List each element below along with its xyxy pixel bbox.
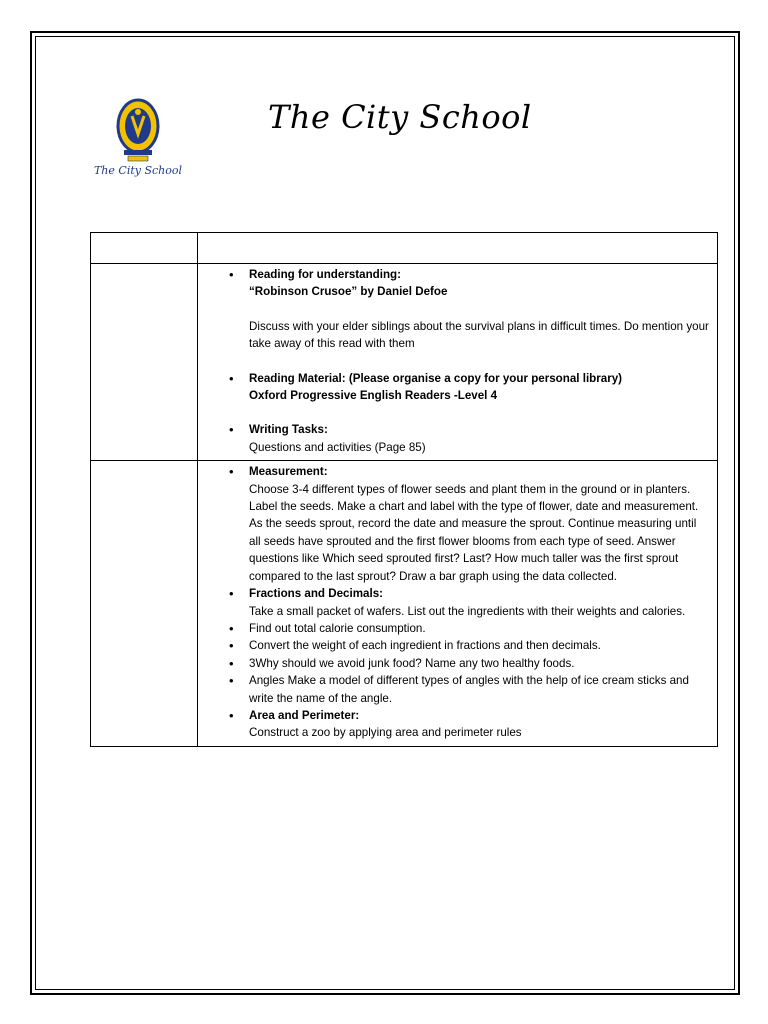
task-list	[218, 463, 711, 742]
task-list	[218, 266, 711, 456]
list-item: • Find out total calorie consumption.	[218, 620, 711, 637]
page-title: The City School	[268, 98, 532, 136]
task-subtitle: “Robinson Crusoe” by Daniel Defoe	[249, 285, 448, 299]
list-item	[218, 421, 711, 456]
list-item	[218, 707, 711, 742]
list-item	[218, 585, 711, 620]
row-label-cell	[91, 264, 198, 461]
task-title: • Area and Perimeter:	[249, 708, 360, 722]
list-item: • Angles Make a model of different types of angles with the help of ice cream sticks and write the name of the angle.	[218, 672, 711, 707]
task-title: • Fractions and Decimals:	[249, 587, 384, 601]
task-title: • Writing Tasks:	[249, 423, 328, 437]
task-title: • Reading for understanding:	[249, 268, 402, 281]
task-body: Choose 3-4 different types of flower seeds and plant them in the ground or in planters. Label the seeds. Make a chart and label with the type of flower, date and measurement. As the seeds sprout, record the date and measure the sprout. Continue measuring until all seeds have sprouted and the first flower blooms from each type of seed. Answer questions like Which seed sprouted first? Last? How much taller was the first sprout compared to the last sprout? Draw a bar graph using the data collected.	[249, 482, 699, 583]
logo-caption: The City School	[93, 164, 183, 177]
task-body: Take a small packet of wafers. List out the ingredients with their weights and calories.	[249, 604, 686, 618]
row-content-cell	[198, 264, 718, 461]
row-label-cell	[91, 461, 198, 747]
header-cell-content	[198, 233, 718, 264]
task-body: Questions and activities (Page 85)	[249, 440, 426, 454]
list-item	[218, 463, 711, 585]
task-subtitle: Oxford Progressive English Readers -Level 4	[249, 389, 498, 403]
task-title: • Reading Material: (Please organise a copy for your personal library)	[249, 371, 623, 385]
activities-table	[90, 232, 718, 747]
table-row-math	[91, 461, 718, 747]
list-item: • 3Why should we avoid junk food? Name any two healthy foods.	[218, 655, 711, 672]
list-item	[218, 370, 711, 422]
table-row-english	[91, 264, 718, 461]
list-item	[218, 266, 711, 370]
task-body: Discuss with your elder siblings about the survival plans in difficult times. Do mention your take away of this read with them	[249, 319, 709, 351]
task-title: • Measurement:	[249, 465, 328, 479]
row-content-cell	[198, 461, 718, 747]
task-body: Construct a zoo by applying area and perimeter rules	[249, 726, 522, 740]
header-cell-label	[91, 233, 198, 264]
list-item: • Convert the weight of each ingredient in fractions and then decimals.	[218, 637, 711, 654]
table-header-row	[91, 233, 718, 264]
